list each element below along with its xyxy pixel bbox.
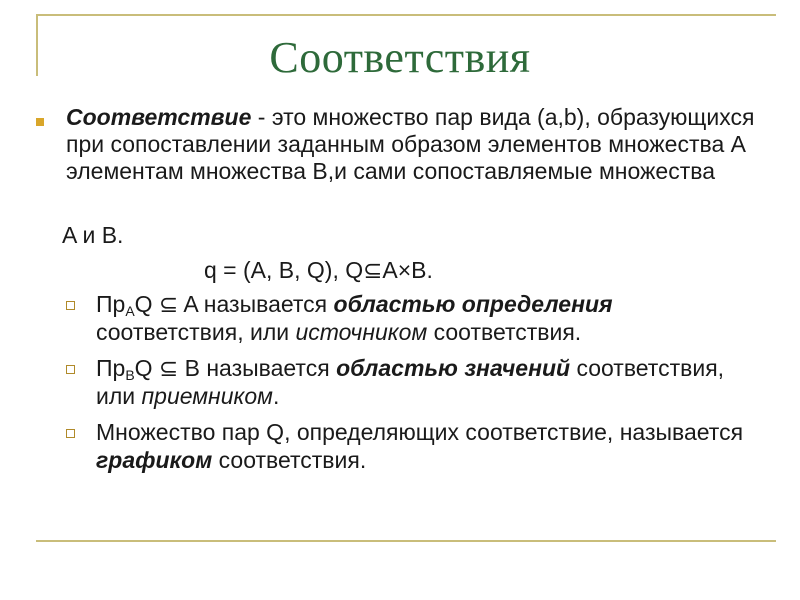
item-term-italic: приемником [141, 383, 273, 409]
pr-subscript: A [125, 303, 135, 319]
frame-bottom-line [36, 540, 776, 542]
list-item-domain [62, 290, 762, 346]
item-term: областью определения [333, 291, 613, 317]
item-text: соответствия. [427, 319, 582, 345]
formula: q = (A, B, Q), Q⊆A×B. [204, 257, 433, 283]
pr-subscript: B [125, 367, 135, 383]
item-term: графиком [96, 447, 213, 473]
item-text: соответствия, или [96, 355, 725, 409]
hollow-square-bullet-icon [66, 429, 75, 438]
item-text: соответствия, или [96, 319, 296, 345]
hollow-square-bullet-icon [66, 365, 75, 374]
list-item-graph [62, 418, 762, 474]
definition-text: - это множество пар вида (a,b), образующихся при сопоставлении заданным образом элементов множества A элементам множества B,и сами сопоставляемые множества [66, 104, 755, 184]
item-text: . [272, 383, 280, 409]
sub-bullet-list [62, 290, 762, 482]
item-text: соответствия. [212, 447, 367, 473]
pr-prefix: Пр [96, 355, 126, 381]
hollow-square-bullet-icon [66, 301, 75, 310]
item-text: Q ⊆ A называется [134, 291, 334, 317]
pr-prefix: Пр [96, 291, 126, 317]
square-bullet-icon [36, 118, 44, 126]
definition-continuation: A и B. [62, 222, 124, 248]
definition-paragraph [66, 104, 756, 185]
definition-term: Соответствие [66, 104, 252, 130]
frame-top-line [36, 14, 776, 16]
list-item-range [62, 354, 762, 410]
item-text: Множество пар Q, определяющих соответствие, называется [96, 419, 744, 445]
slide-title: Соответствия [269, 33, 531, 82]
item-term: областью значений [336, 355, 571, 381]
item-text: Q ⊆ B называется [134, 355, 337, 381]
item-term-italic: источником [295, 319, 428, 345]
